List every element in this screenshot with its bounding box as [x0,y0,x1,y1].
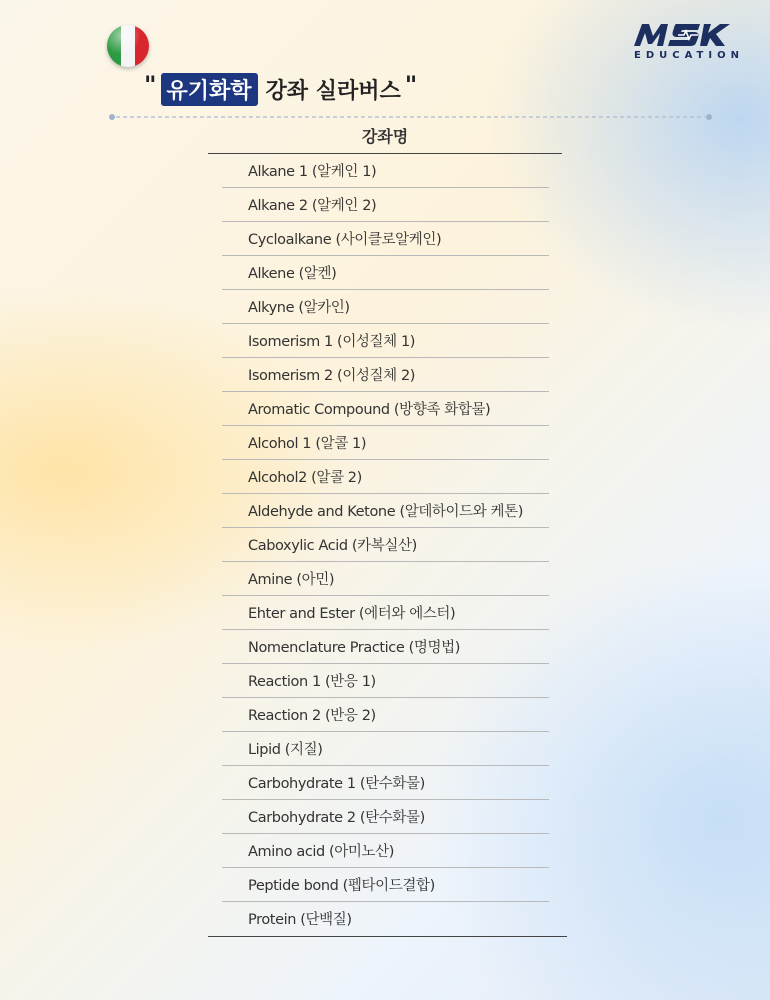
table-bottom-rule [208,936,567,937]
course-row: Alkane 2 (알케인 2) [222,188,549,222]
title-highlight: 유기화학 [161,73,258,106]
course-list [222,154,549,935]
title-close-quote: " [404,71,418,99]
course-row: Alcohol2 (알콜 2) [222,460,549,494]
course-row: Alkyne (알카인) [222,290,549,324]
course-row: Carbohydrate 2 (탄수화물) [222,800,549,834]
course-row: Alcohol 1 (알콜 1) [222,426,549,460]
course-row: Aldehyde and Ketone (알데하이드와 케톤) [222,494,549,528]
italy-flag-icon [107,25,149,67]
course-row: Ehter and Ester (에터와 에스터) [222,596,549,630]
msk-education-logo [632,20,748,64]
course-row: Alkane 1 (알케인 1) [222,154,549,188]
title-open-quote: " [144,71,157,99]
course-row: Carbohydrate 1 (탄수화물) [222,766,549,800]
course-row: Lipid (지질) [222,732,549,766]
course-row: Nomenclature Practice (명명법) [222,630,549,664]
course-row: Amino acid (아미노산) [222,834,549,868]
course-row: Protein (단백질) [248,912,352,928]
course-row: Cycloalkane (사이클로알케인) [222,222,549,256]
msk-logo-mark [632,20,748,50]
page-title [140,72,421,106]
logo-subtitle: EDUCATION [634,50,744,61]
course-row: Aromatic Compound (방향족 화합물) [222,392,549,426]
course-row: Reaction 2 (반응 2) [222,698,549,732]
course-row: Alkene (알켄) [222,256,549,290]
course-row: Amine (아민) [222,562,549,596]
course-row: Reaction 1 (반응 1) [222,664,549,698]
course-name-header: 강좌명 [208,124,562,154]
course-row: Caboxylic Acid (카복실산) [222,528,549,562]
course-row: Peptide bond (펩타이드결합) [222,868,549,902]
course-row: Isomerism 2 (이성질체 2) [222,358,549,392]
dashed-divider [108,113,713,121]
title-rest: 강좌 실라버스 [265,78,401,104]
course-row: Isomerism 1 (이성질체 1) [222,324,549,358]
